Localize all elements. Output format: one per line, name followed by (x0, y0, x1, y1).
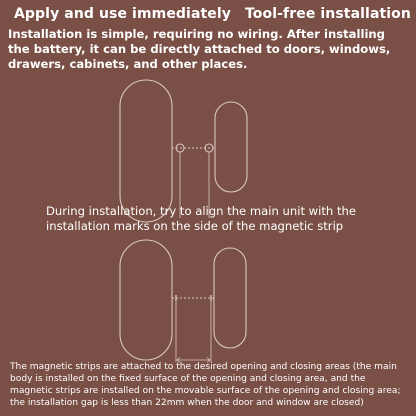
heading-right: Tool-free installation (245, 6, 411, 22)
footer-note: The magnetic strips are attached to the desired opening and closing areas (the main body is installed on the fixed surface of the opening and closing area, and the magnetic strips are installed on the movable surface of the opening and closing area; the installation gap is less than 22mm when the door and window are closed) (10, 362, 401, 408)
sensor-main-unit-bottom (120, 240, 172, 360)
sensor-main-unit-top (120, 80, 172, 222)
magnet-strip-top (215, 102, 247, 192)
heading-left: Apply and use immediately (14, 6, 232, 22)
alignment-instruction: During installation, try to align the main unit with the installation marks on the side of the magnetic strip (46, 204, 356, 233)
magnet-strip-bottom (214, 248, 246, 348)
intro-text: Installation is simple, requiring no wiring. After installing the battery, it can be directly attached to doors, windows, drawers, cabinets, and other places. (8, 27, 391, 71)
